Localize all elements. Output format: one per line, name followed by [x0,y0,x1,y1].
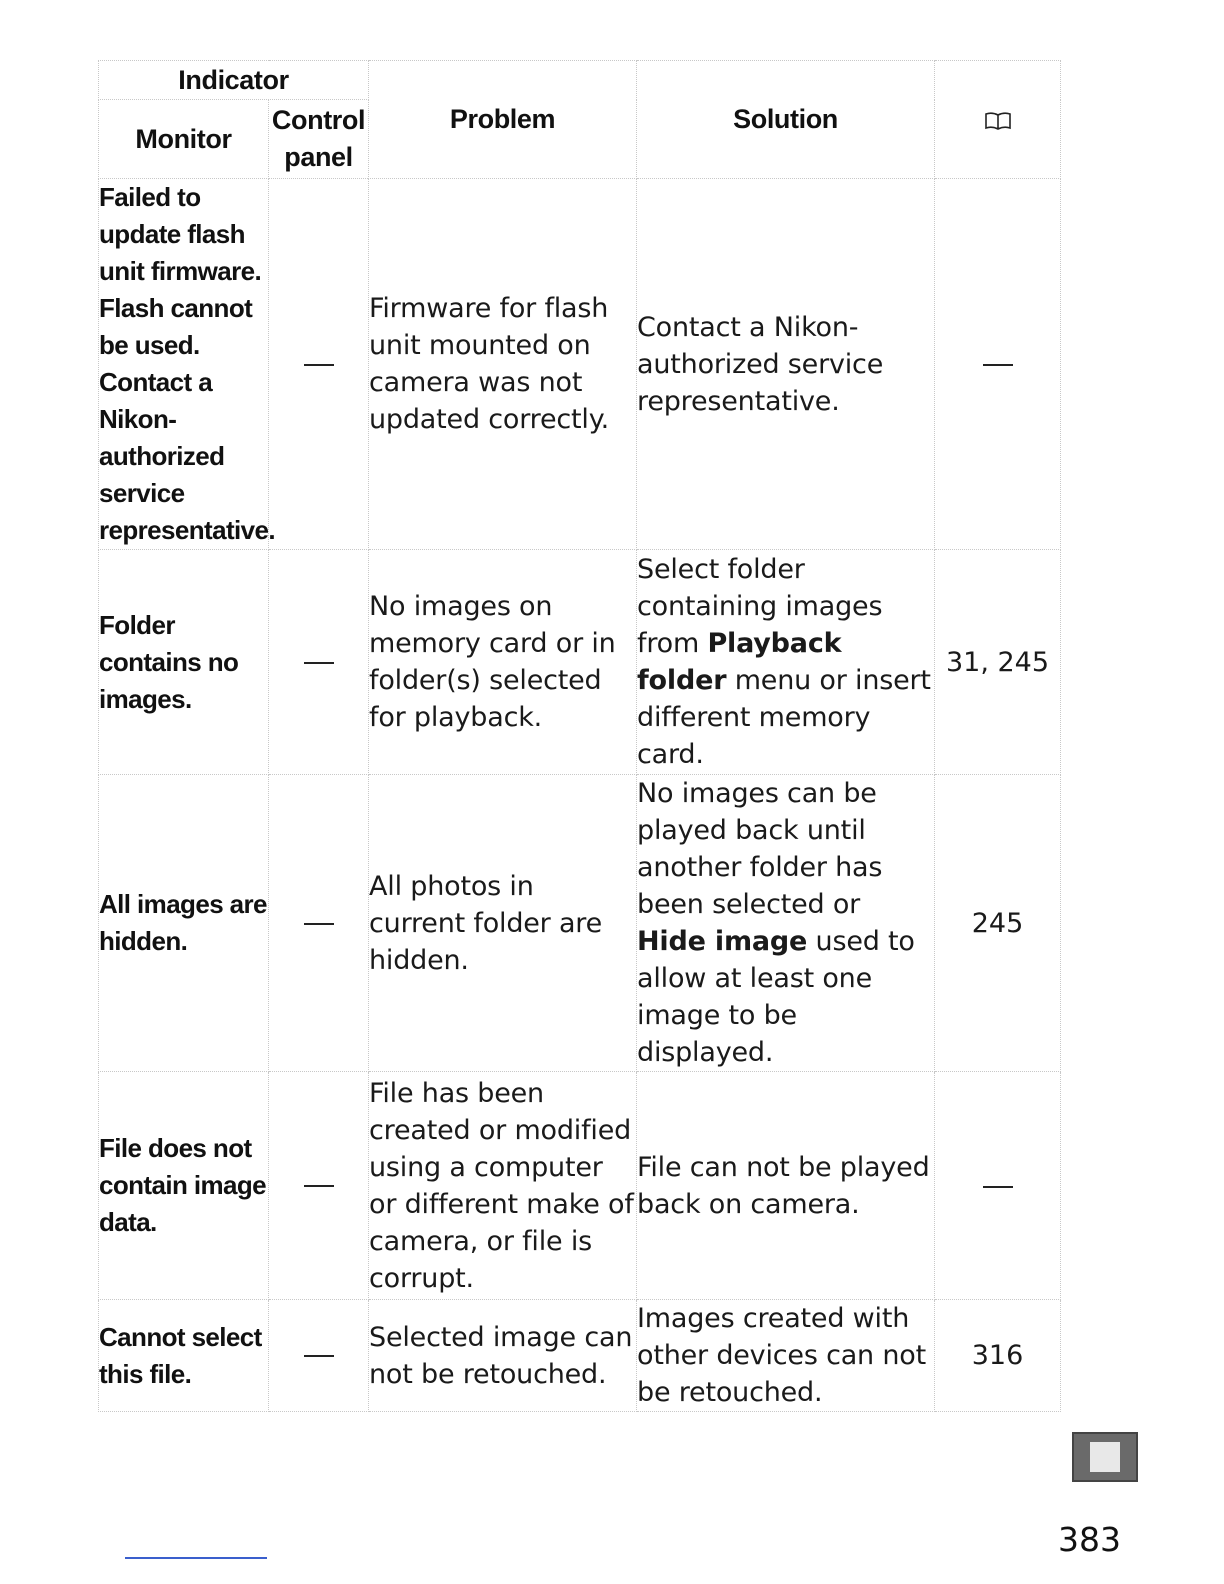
solution-text: Contact a Nikon-authorized service representative. [637,179,935,550]
error-message-table [98,60,1061,1412]
solution-text: Select folder containing images from Playback folder menu or insert different memory card. [637,550,935,775]
page-reference-header [935,61,1061,179]
page-reference: 245 [935,775,1061,1072]
table-row [99,550,1061,775]
dash-indicator [983,364,1013,366]
solution-text: Images created with other devices can not be retouched. [637,1300,935,1412]
control-panel-header [269,100,369,179]
control-panel-header-line1: Control [271,105,366,135]
table-row [99,179,1061,550]
problem-text: All photos in current folder are hidden. [369,775,637,1072]
control-panel-indicator [269,179,369,550]
problem-text: Firmware for flash unit mounted on camera was not updated correctly. [369,179,637,550]
control-panel-indicator [269,550,369,775]
table-row [99,775,1061,1072]
control-panel-header-line2: panel [284,142,353,172]
header-row-1 [99,61,1061,100]
dash-indicator [304,1355,334,1357]
book-icon [984,111,1012,131]
link-underline [125,1557,267,1559]
indicator-header: Indicator [99,61,369,100]
page-number: 383 [1058,1520,1121,1559]
table-row [99,1072,1061,1300]
monitor-message: Folder contains no images. [99,550,269,775]
troubleshooting-tab-icon [1072,1432,1138,1482]
monitor-message: File does not contain image data. [99,1072,269,1300]
dash-indicator [304,662,334,664]
dash-indicator [304,923,334,925]
dash-indicator [983,1186,1013,1188]
control-panel-indicator [269,775,369,1072]
page-reference: 316 [935,1300,1061,1412]
control-panel-indicator [269,1300,369,1412]
problem-header: Problem [369,61,637,179]
monitor-message: All images are hidden. [99,775,269,1072]
dash-indicator [304,364,334,366]
monitor-message: Cannot select this file. [99,1300,269,1412]
solution-text: No images can be played back until another folder has been selected or Hide image used to allow at least one image to be displayed. [637,775,935,1072]
monitor-message: Failed to update flash unit firmware. Flash cannot be used. Contact a Nikon-authorized service representative. [99,179,269,550]
solution-header: Solution [637,61,935,179]
problem-text: File has been created or modified using a computer or different make of camera, or file is corrupt. [369,1072,637,1300]
dash-indicator [304,1185,334,1187]
table-row [99,1300,1061,1412]
solution-text: File can not be played back on camera. [637,1072,935,1300]
page-reference [935,1072,1061,1300]
menu-item-hide-image: Hide image [637,926,808,957]
page-reference [935,179,1061,550]
page-reference: 31, 245 [935,550,1061,775]
problem-text: Selected image can not be retouched. [369,1300,637,1412]
menu-item-playback-folder: Playback folder [637,628,842,696]
control-panel-indicator [269,1072,369,1300]
problem-text: No images on memory card or in folder(s) selected for playback. [369,550,637,775]
monitor-header: Monitor [99,100,269,179]
